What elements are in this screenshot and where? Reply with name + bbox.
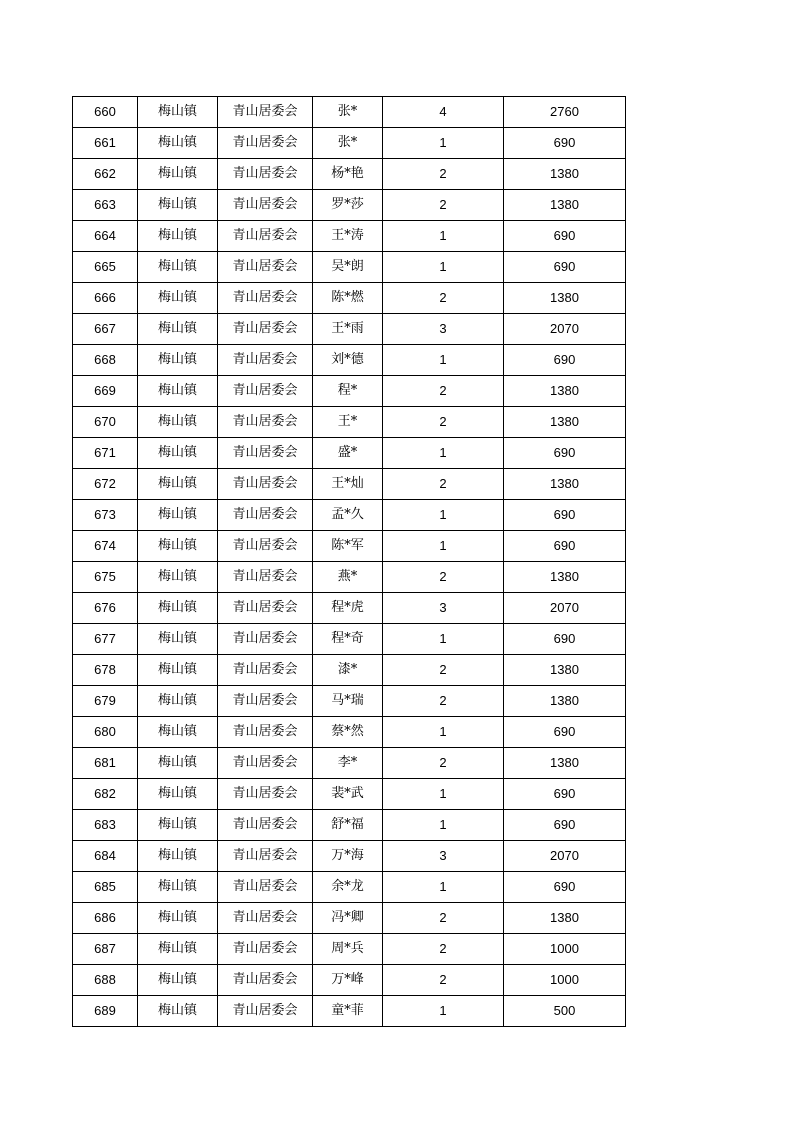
name-cell: 孟*久 [313, 500, 383, 531]
amount-cell: 690 [504, 500, 626, 531]
community-cell: 青山居委会 [218, 190, 313, 221]
row-number-cell: 661 [73, 128, 138, 159]
row-number-cell: 672 [73, 469, 138, 500]
town-cell: 梅山镇 [138, 438, 218, 469]
name-cell: 陈*燃 [313, 283, 383, 314]
name-cell: 张* [313, 97, 383, 128]
amount-cell: 690 [504, 345, 626, 376]
community-cell: 青山居委会 [218, 996, 313, 1027]
table-row [73, 345, 626, 376]
table-row [73, 903, 626, 934]
row-number-cell: 679 [73, 686, 138, 717]
name-cell: 王*灿 [313, 469, 383, 500]
count-cell: 4 [383, 97, 504, 128]
community-cell: 青山居委会 [218, 469, 313, 500]
amount-cell: 1000 [504, 934, 626, 965]
table-row [73, 593, 626, 624]
town-cell: 梅山镇 [138, 686, 218, 717]
table-row [73, 562, 626, 593]
name-cell: 漆* [313, 655, 383, 686]
count-cell: 2 [383, 934, 504, 965]
count-cell: 1 [383, 996, 504, 1027]
amount-cell: 690 [504, 810, 626, 841]
row-number-cell: 676 [73, 593, 138, 624]
name-cell: 燕* [313, 562, 383, 593]
table-row [73, 965, 626, 996]
town-cell: 梅山镇 [138, 593, 218, 624]
row-number-cell: 675 [73, 562, 138, 593]
table-row [73, 841, 626, 872]
table-row [73, 438, 626, 469]
table-row [73, 314, 626, 345]
amount-cell: 690 [504, 252, 626, 283]
community-cell: 青山居委会 [218, 779, 313, 810]
town-cell: 梅山镇 [138, 779, 218, 810]
community-cell: 青山居委会 [218, 810, 313, 841]
town-cell: 梅山镇 [138, 407, 218, 438]
community-cell: 青山居委会 [218, 872, 313, 903]
name-cell: 张* [313, 128, 383, 159]
table-row [73, 97, 626, 128]
count-cell: 2 [383, 469, 504, 500]
count-cell: 2 [383, 748, 504, 779]
community-cell: 青山居委会 [218, 903, 313, 934]
count-cell: 1 [383, 500, 504, 531]
table-row [73, 376, 626, 407]
name-cell: 李* [313, 748, 383, 779]
table-row [73, 996, 626, 1027]
town-cell: 梅山镇 [138, 314, 218, 345]
row-number-cell: 674 [73, 531, 138, 562]
community-cell: 青山居委会 [218, 531, 313, 562]
count-cell: 2 [383, 407, 504, 438]
town-cell: 梅山镇 [138, 221, 218, 252]
name-cell: 陈*军 [313, 531, 383, 562]
town-cell: 梅山镇 [138, 624, 218, 655]
town-cell: 梅山镇 [138, 531, 218, 562]
row-number-cell: 660 [73, 97, 138, 128]
row-number-cell: 667 [73, 314, 138, 345]
count-cell: 1 [383, 717, 504, 748]
town-cell: 梅山镇 [138, 996, 218, 1027]
community-cell: 青山居委会 [218, 717, 313, 748]
community-cell: 青山居委会 [218, 438, 313, 469]
row-number-cell: 678 [73, 655, 138, 686]
town-cell: 梅山镇 [138, 903, 218, 934]
town-cell: 梅山镇 [138, 717, 218, 748]
table-body [73, 97, 626, 1027]
row-number-cell: 686 [73, 903, 138, 934]
amount-cell: 2070 [504, 841, 626, 872]
name-cell: 周*兵 [313, 934, 383, 965]
name-cell: 盛* [313, 438, 383, 469]
name-cell: 马*瑞 [313, 686, 383, 717]
amount-cell: 2070 [504, 314, 626, 345]
name-cell: 程*奇 [313, 624, 383, 655]
community-cell: 青山居委会 [218, 686, 313, 717]
table-row [73, 252, 626, 283]
table-row [73, 748, 626, 779]
community-cell: 青山居委会 [218, 562, 313, 593]
town-cell: 梅山镇 [138, 500, 218, 531]
row-number-cell: 688 [73, 965, 138, 996]
amount-cell: 2760 [504, 97, 626, 128]
name-cell: 吴*朗 [313, 252, 383, 283]
community-cell: 青山居委会 [218, 500, 313, 531]
community-cell: 青山居委会 [218, 965, 313, 996]
community-cell: 青山居委会 [218, 252, 313, 283]
community-cell: 青山居委会 [218, 314, 313, 345]
town-cell: 梅山镇 [138, 376, 218, 407]
count-cell: 2 [383, 903, 504, 934]
row-number-cell: 683 [73, 810, 138, 841]
amount-cell: 1380 [504, 407, 626, 438]
table-row [73, 500, 626, 531]
count-cell: 2 [383, 376, 504, 407]
row-number-cell: 682 [73, 779, 138, 810]
count-cell: 1 [383, 810, 504, 841]
row-number-cell: 666 [73, 283, 138, 314]
amount-cell: 690 [504, 531, 626, 562]
count-cell: 2 [383, 686, 504, 717]
amount-cell: 1380 [504, 190, 626, 221]
town-cell: 梅山镇 [138, 159, 218, 190]
name-cell: 王*雨 [313, 314, 383, 345]
count-cell: 1 [383, 779, 504, 810]
amount-cell: 1000 [504, 965, 626, 996]
name-cell: 程* [313, 376, 383, 407]
community-cell: 青山居委会 [218, 97, 313, 128]
count-cell: 2 [383, 159, 504, 190]
count-cell: 3 [383, 593, 504, 624]
amount-cell: 690 [504, 717, 626, 748]
town-cell: 梅山镇 [138, 128, 218, 159]
amount-cell: 1380 [504, 686, 626, 717]
table-row [73, 779, 626, 810]
row-number-cell: 671 [73, 438, 138, 469]
community-cell: 青山居委会 [218, 376, 313, 407]
table-row [73, 686, 626, 717]
row-number-cell: 673 [73, 500, 138, 531]
table-row [73, 190, 626, 221]
table-row [73, 407, 626, 438]
name-cell: 蔡*然 [313, 717, 383, 748]
table-row [73, 128, 626, 159]
town-cell: 梅山镇 [138, 562, 218, 593]
town-cell: 梅山镇 [138, 748, 218, 779]
count-cell: 2 [383, 655, 504, 686]
table-row [73, 283, 626, 314]
name-cell: 杨*艳 [313, 159, 383, 190]
count-cell: 3 [383, 841, 504, 872]
town-cell: 梅山镇 [138, 283, 218, 314]
row-number-cell: 662 [73, 159, 138, 190]
amount-cell: 1380 [504, 376, 626, 407]
amount-cell: 690 [504, 624, 626, 655]
amount-cell: 1380 [504, 655, 626, 686]
name-cell: 王*涛 [313, 221, 383, 252]
row-number-cell: 687 [73, 934, 138, 965]
town-cell: 梅山镇 [138, 469, 218, 500]
count-cell: 1 [383, 438, 504, 469]
name-cell: 王* [313, 407, 383, 438]
table-row [73, 469, 626, 500]
count-cell: 1 [383, 221, 504, 252]
community-cell: 青山居委会 [218, 283, 313, 314]
table-row [73, 531, 626, 562]
community-cell: 青山居委会 [218, 748, 313, 779]
count-cell: 1 [383, 872, 504, 903]
town-cell: 梅山镇 [138, 655, 218, 686]
name-cell: 程*虎 [313, 593, 383, 624]
amount-cell: 2070 [504, 593, 626, 624]
count-cell: 1 [383, 345, 504, 376]
amount-cell: 690 [504, 872, 626, 903]
town-cell: 梅山镇 [138, 934, 218, 965]
table-row [73, 872, 626, 903]
name-cell: 万*海 [313, 841, 383, 872]
table-row [73, 717, 626, 748]
count-cell: 2 [383, 562, 504, 593]
name-cell: 冯*卿 [313, 903, 383, 934]
town-cell: 梅山镇 [138, 252, 218, 283]
table-row [73, 221, 626, 252]
community-cell: 青山居委会 [218, 624, 313, 655]
amount-cell: 1380 [504, 562, 626, 593]
name-cell: 童*菲 [313, 996, 383, 1027]
community-cell: 青山居委会 [218, 841, 313, 872]
row-number-cell: 689 [73, 996, 138, 1027]
amount-cell: 1380 [504, 469, 626, 500]
amount-cell: 1380 [504, 283, 626, 314]
community-cell: 青山居委会 [218, 593, 313, 624]
row-number-cell: 668 [73, 345, 138, 376]
town-cell: 梅山镇 [138, 872, 218, 903]
row-number-cell: 680 [73, 717, 138, 748]
amount-cell: 1380 [504, 903, 626, 934]
row-number-cell: 664 [73, 221, 138, 252]
table-row [73, 655, 626, 686]
row-number-cell: 685 [73, 872, 138, 903]
table-row [73, 624, 626, 655]
table-row [73, 159, 626, 190]
count-cell: 1 [383, 252, 504, 283]
count-cell: 3 [383, 314, 504, 345]
name-cell: 裴*武 [313, 779, 383, 810]
name-cell: 万*峰 [313, 965, 383, 996]
community-cell: 青山居委会 [218, 128, 313, 159]
count-cell: 1 [383, 624, 504, 655]
community-cell: 青山居委会 [218, 159, 313, 190]
table-row [73, 934, 626, 965]
count-cell: 2 [383, 190, 504, 221]
town-cell: 梅山镇 [138, 965, 218, 996]
name-cell: 罗*莎 [313, 190, 383, 221]
amount-cell: 690 [504, 779, 626, 810]
name-cell: 余*龙 [313, 872, 383, 903]
town-cell: 梅山镇 [138, 97, 218, 128]
row-number-cell: 684 [73, 841, 138, 872]
amount-cell: 690 [504, 221, 626, 252]
data-table [72, 96, 626, 1027]
row-number-cell: 669 [73, 376, 138, 407]
town-cell: 梅山镇 [138, 810, 218, 841]
count-cell: 1 [383, 128, 504, 159]
community-cell: 青山居委会 [218, 345, 313, 376]
community-cell: 青山居委会 [218, 407, 313, 438]
table-row [73, 810, 626, 841]
row-number-cell: 670 [73, 407, 138, 438]
town-cell: 梅山镇 [138, 841, 218, 872]
name-cell: 刘*德 [313, 345, 383, 376]
community-cell: 青山居委会 [218, 221, 313, 252]
amount-cell: 690 [504, 438, 626, 469]
community-cell: 青山居委会 [218, 934, 313, 965]
count-cell: 2 [383, 965, 504, 996]
town-cell: 梅山镇 [138, 345, 218, 376]
amount-cell: 1380 [504, 159, 626, 190]
town-cell: 梅山镇 [138, 190, 218, 221]
row-number-cell: 663 [73, 190, 138, 221]
row-number-cell: 677 [73, 624, 138, 655]
name-cell: 舒*福 [313, 810, 383, 841]
amount-cell: 1380 [504, 748, 626, 779]
amount-cell: 500 [504, 996, 626, 1027]
row-number-cell: 681 [73, 748, 138, 779]
community-cell: 青山居委会 [218, 655, 313, 686]
row-number-cell: 665 [73, 252, 138, 283]
amount-cell: 690 [504, 128, 626, 159]
count-cell: 1 [383, 531, 504, 562]
count-cell: 2 [383, 283, 504, 314]
